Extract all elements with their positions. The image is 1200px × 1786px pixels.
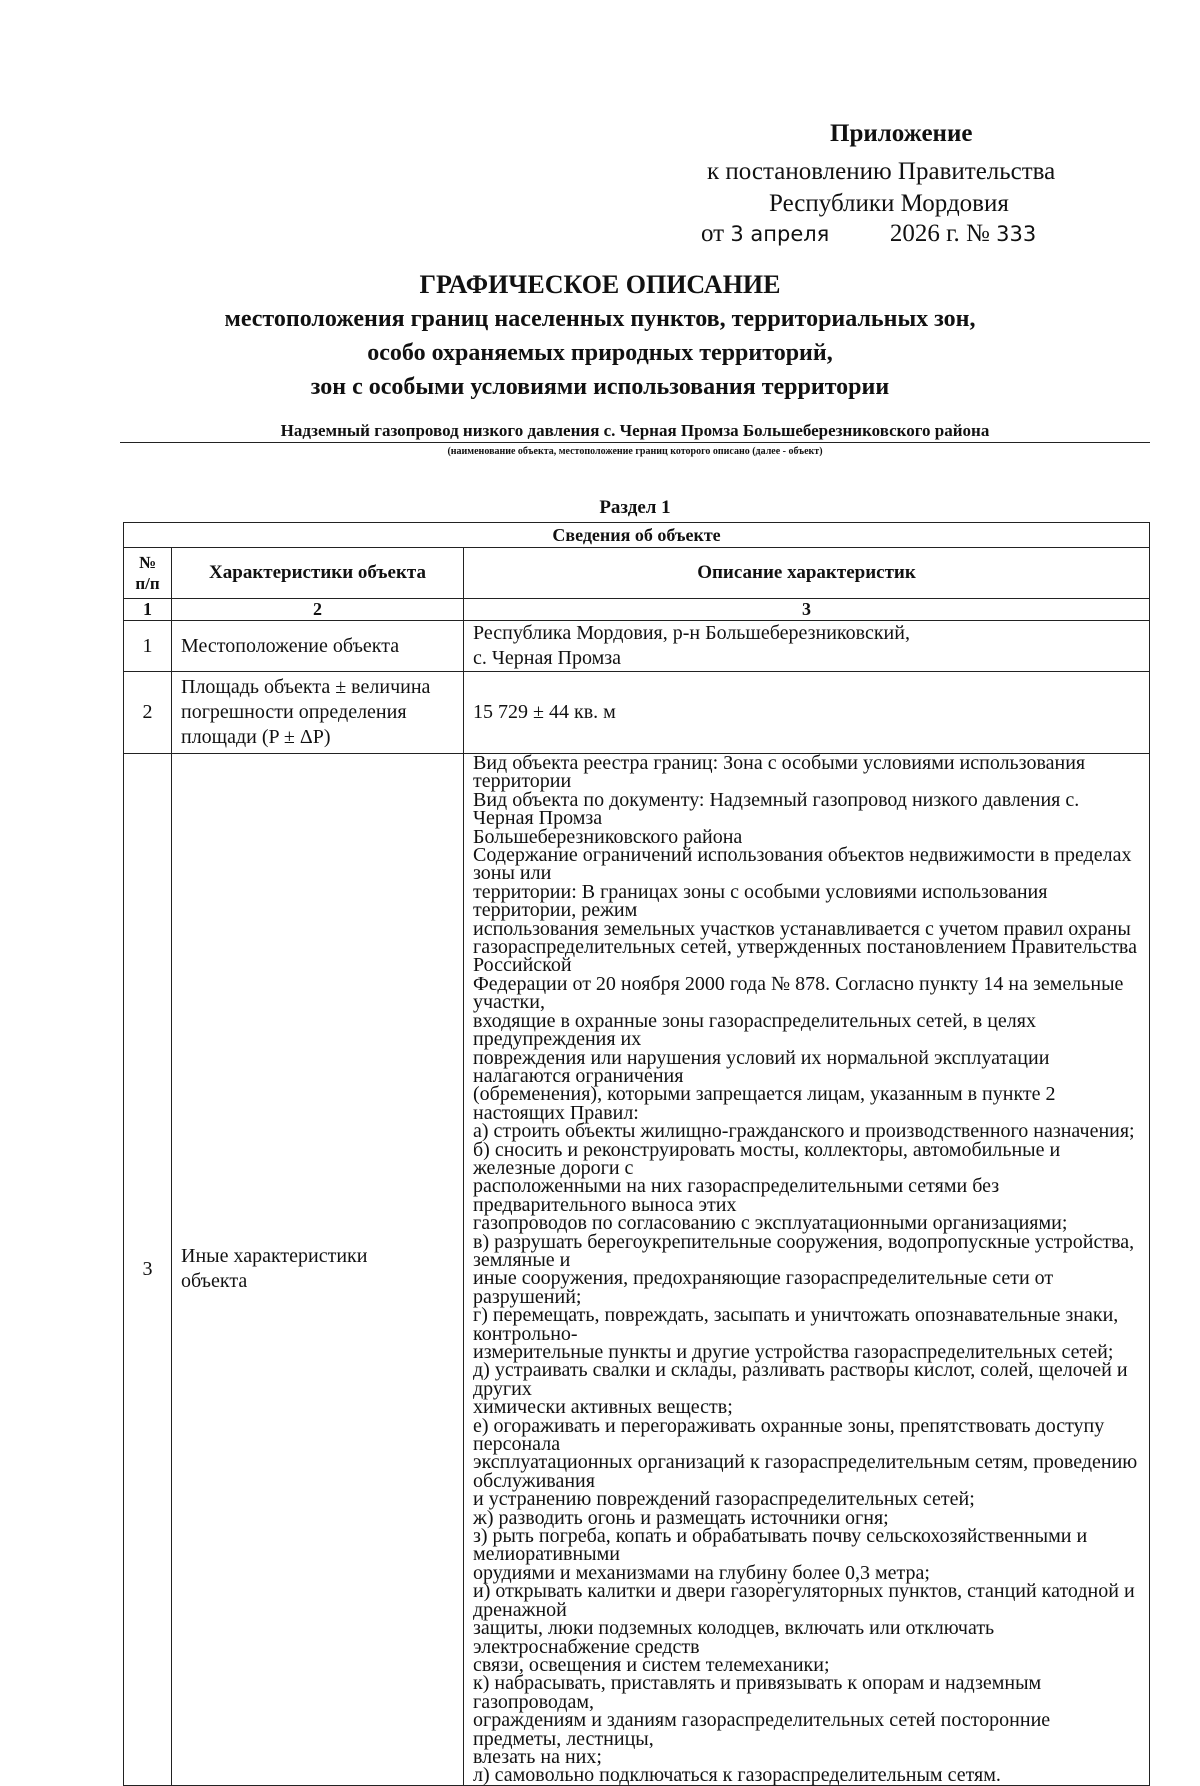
column-number: 3 xyxy=(464,599,1150,621)
row-description: Вид объекта реестра границ: Зона с особыми условиями использования территории Вид объекта по документу: Надземный газопровод низкого давления с. Черная Промза Большеберезниковского района Содержание ограничений использования объектов недвижимости в пределах зоны или территории: В границах зоны с особыми условиями использования территории, режим использования земельных участков устанавливается с учетом правил охраны газораспределительных сетей, утвержденных постановлением Правительства Российской Федерации от 20 ноября 2000 года № 878. Согласно пункту 14 на земельные участки, входящие в охранные зоны газораспределительных сетей, в целях предупреждения их повреждения или нарушения условий их нормальной эксплуатации налагаются ограничения (обременения), которыми запрещается лицам, указанным в пункте 2 настоящих Правил: а) строить объекты жилищно-гражданского и производственного назначения; б) сносить и реконструировать мосты, коллекторы, автомобильные и железные дороги с расположенными на них газораспределительными сетями без предварительного выноса этих газопроводов по согласованию с эксплуатационными организациями; в) разрушать берегоукрепительные сооружения, водопропускные устройства, земляные и иные сооружения, предохраняющие газораспределительные сети от разрушений; г) перемещать, повреждать, засыпать и уничтожать опознавательные знаки, контрольно- измерительные пункты и другие устройства газораспределительных сетей; д) устраивать свалки и склады, разливать растворы кислот, солей, щелочей и других химически активных веществ; е) огораживать и перегораживать охранные зоны, препятствовать доступу персонала эксплуатационных организаций к газораспределительным сетям, проведению обслуживания и устранению повреждений газораспределительных сетей; ж) разводить огонь и размещать источники огня; з) рыть погреба, копать и обрабатывать почву сельскохозяйственными и мелиоративными орудиями и механизмами на глубину более 0,3 метра; и) открывать калитки и двери газорегуляторных пунктов, станций катодной и дренажной защиты, люки подземных колодцев, включать или отключать электроснабжение средств связи, освещения и систем телемеханики; к) набрасывать, приставлять и привязывать к опорам и надземным газопроводам, ограждениям и зданиям газораспределительных сетей посторонние предметы, лестницы, влезать на них; л) самовольно подключаться к газораспределительным сетям. xyxy=(464,754,1150,1786)
column-number-row xyxy=(124,599,1150,621)
date-prefix: от xyxy=(701,220,725,247)
row-description: 15 729 ± 44 кв. м xyxy=(464,672,1150,754)
appendix-line-1: к постановлению Правительства xyxy=(707,158,1056,185)
document-heading xyxy=(0,268,1200,404)
heading-subtitle-1: местоположения границ населенных пунктов, территориальных зон, xyxy=(224,306,976,332)
column-number: 2 xyxy=(172,599,464,621)
year-text: 2026 г. № xyxy=(889,220,990,247)
header-num: № п/п xyxy=(124,548,172,599)
object-note: (наименование объекта, местоположение границ которого описано (далее - объект) xyxy=(447,446,823,457)
header-characteristic: Характеристики объекта xyxy=(172,548,464,599)
heading-subtitle-2: особо охраняемых природных территорий, xyxy=(367,340,833,366)
row-characteristic: Местоположение объекта xyxy=(172,621,464,672)
row-num: 1 xyxy=(124,621,172,672)
row-characteristic: Площадь объекта ± величина погрешности определения площади (P ± ΔP) xyxy=(172,672,464,754)
table-header-row xyxy=(124,548,1150,599)
object-name: Надземный газопровод низкого давления с. Черная Промза Большеберезниковского района xyxy=(280,421,990,440)
handwritten-number: 333 xyxy=(996,222,1037,246)
row-description: Республика Мордовия, р-н Большеберезниковский, с. Черная Промза xyxy=(464,621,1150,672)
table-row xyxy=(124,672,1150,754)
column-number: 1 xyxy=(124,599,172,621)
appendix-date-line xyxy=(701,220,1036,248)
header-description: Описание характеристик xyxy=(464,548,1150,599)
row-num: 2 xyxy=(124,672,172,754)
heading-subtitle-3: зон с особыми условиями использования территории xyxy=(310,374,890,400)
heading-title: ГРАФИЧЕСКОЕ ОПИСАНИЕ xyxy=(419,270,781,299)
table-row xyxy=(124,754,1150,1786)
table-caption-row xyxy=(124,523,1150,548)
row-characteristic: Иные характеристики объекта xyxy=(172,754,464,1786)
appendix-title: Приложение xyxy=(830,120,973,147)
row-num: 3 xyxy=(124,754,172,1786)
appendix-line-2: Республики Мордовия xyxy=(769,190,1009,217)
object-info-table xyxy=(123,522,1150,1786)
object-underline xyxy=(120,442,1150,443)
table-caption: Сведения об объекте xyxy=(124,523,1150,548)
handwritten-date: 3 апреля xyxy=(730,222,830,246)
table-row xyxy=(124,621,1150,672)
section-title: Раздел 1 xyxy=(599,497,671,518)
